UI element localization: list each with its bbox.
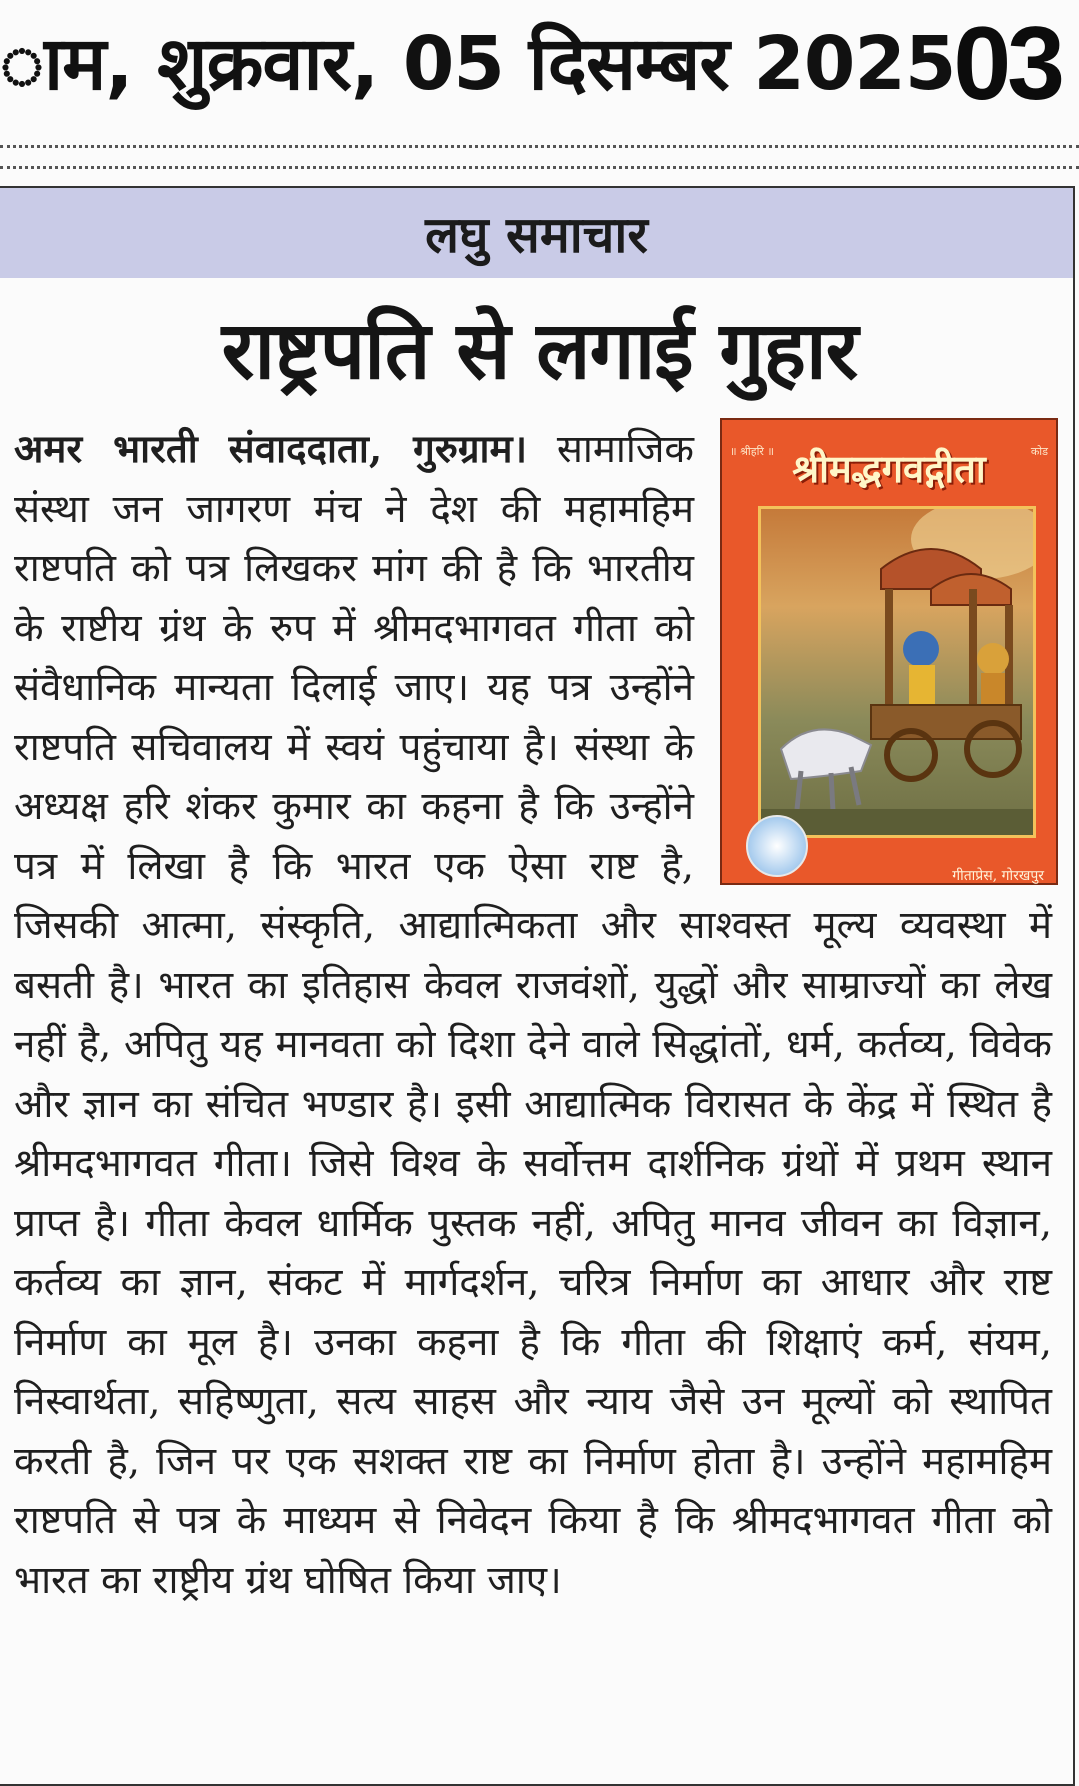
section-header [0,188,1073,278]
article-body [14,420,1052,1610]
masthead [0,0,1079,140]
section-label: लघु समाचार [425,206,648,264]
book-top-strip [730,422,1048,458]
page-number: 03 [953,6,1061,122]
article-body-text: सामाजिक संस्था जन जागरण मंच ने देश की महामहिम राष्टपति को पत्र लिखकर मांग की है कि भारतीय के राष्टीय ग्रंथ के रुप में श्रीमदभागवत गीता को संवैधानिक मान्यता दिलाई जाए। यह पत्र उन्होंने राष्टपति सचिवालय में स्वयं पहुंचाया है। संस्था के अध्यक्ष हरि शंकर कुमार का कहना है कि उन्होंने पत्र में लिखा है कि भारत एक ऐसा राष्ट है, जिसकी आत्मा, संस्कृति, आद्यात्मिकता और साश्वस्त मूल्य व्यवस्था में बसती है। भारत का इतिहास केवल राजवंशों, युद्धों और साम्राज्यों का लेख नहीं है, अपितु यह मानवता को दिशा देने वाले सिद्धांतों, धर्म, कर्तव्य, विवेक और ज्ञान का संचित भण्डार है। इसी आद्यात्मिक विरासत के केंद्र में स्थित है श्रीमदभागवत गीता। जिसे विश्व के सर्वोत्तम दार्शनिक ग्रंथों में प्रथम स्थान प्राप्त है। गीता केवल धार्मिक पुस्तक नहीं, अपितु मानव जीवन का विज्ञान, कर्तव्य का ज्ञान, संकट में मार्गदर्शन, चरित्र निर्माण का आधार और राष्ट निर्माण का मूल है। उनका कहना है कि गीता की शिक्षाएं कर्म, संयम, निस्वार्थता, सहिष्णुता, सत्य साहस और न्याय जैसे उन मूल्यों को स्थापित करती है, जिन पर एक सशक्त राष्ट का निर्माण होता है। उन्होंने महामहिम राष्टपति से पत्र के माध्यम से निवेदन किया है कि श्रीमदभागवत गीता को भारत का राष्ट्रीय ग्रंथ घोषित किया जाए। [14,427,1052,1603]
chariot-illustration [758,506,1036,838]
book-title: श्रीमद्भगवद्गीता [792,447,986,492]
book-top-right: कोड [1030,445,1048,458]
chariot-illustration-svg [761,509,1033,835]
article-dateline: अमर भारती संवाददाता, गुरुग्राम। [14,427,528,472]
book-publisher: गीताप्रेस, गोरखपुर [952,868,1044,884]
masthead-date-line: ाम, शुक्रवार, 05 दिसम्बर 2025 [0,21,956,107]
dotted-rule-top [0,145,1079,148]
article-headline: राष्ट्रपति से लगाई गुहार [221,304,858,397]
book-cover [720,418,1058,885]
book-cover-image [720,418,1058,885]
dotted-rule-bottom [0,166,1079,169]
book-top-left: ॥ श्रीहरि ॥ [730,445,774,458]
